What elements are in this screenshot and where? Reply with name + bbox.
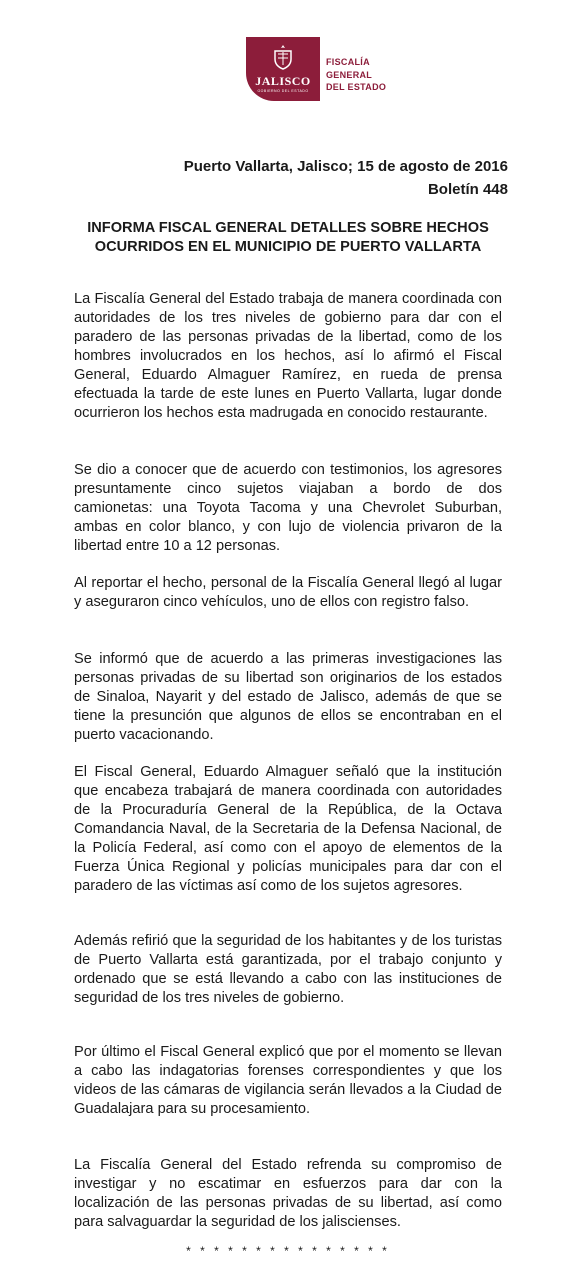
body-paragraph: La Fiscalía General del Estado trabaja de manera coordinada con autoridades de los tres niveles de gobierno para dar con el paradero de las personas privadas de la libertad, como de los hombres involucrados en los hechos, así lo afirmó el Fiscal General, Eduardo Almaguer Ramírez, en rueda de prensa efectuada la tarde de este lunes en Puerto Vallarta, lugar donde ocurrieron los hechos esta madrugada en conocido restaurante. [74,291,502,421]
dateline [184,155,508,201]
page-header [246,37,386,101]
body-paragraph: Por último el Fiscal General explicó que por el momento se llevan a cabo las indagatorias forenses correspondientes y que los videos de las cámaras de vigilancia serán llevados a la Ciudad de Guadalajara para su procesamiento. [74,1044,502,1117]
body-paragraph: El Fiscal General, Eduardo Almaguer señaló que la institución que encabeza trabajará de manera coordinada con autoridades de la Procuraduría General de la República, de la Octava Comandancia Naval, de la Secretaria de la Defensa Nacional, de la Policía Federal, así como con el apoyo de elementos de la Fuerza Única Regional y policías municipales para dar con el paradero de las víctimas así como de los sujetos agresores. [74,764,502,894]
body-paragraph: La Fiscalía General del Estado refrenda su compromiso de investigar y no escatimar en esfuerzos para dar con la localización de las personas privadas de su libertad, así como para salvaguardar la seguridad de los jaliscienses. [74,1157,502,1230]
end-marker: * * * * * * * * * * * * * * * [186,1244,390,1258]
agency-line: DEL ESTADO [326,82,387,92]
body-paragraph: Al reportar el hecho, personal de la Fiscalía General llegó al lugar y aseguraron cinco vehículos, uno de ellos con registro falso. [74,575,502,610]
bulletin-number: Boletín 448 [427,181,508,198]
coat-of-arms-icon [272,44,294,70]
logo-wordmark: JALISCO [255,74,311,88]
jalisco-logo [246,37,320,101]
press-headline: INFORMA FISCAL GENERAL DETALLES SOBRE HECHOS OCURRIDOS EN EL MUNICIPIO DE PUERTO VALLARTA [87,220,489,255]
agency-line: FISCALÍA [326,57,370,67]
agency-name [326,56,386,94]
body-paragraph: Se informó que de acuerdo a las primeras investigaciones las personas privadas de su libertad son originarios de los estados de Sinaloa, Nayarit y del estado de Jalisco, además de que se tiene la presunción que algunos de ellos se encontraban en el puerto vacacionando. [74,651,502,743]
agency-line: GENERAL [326,69,373,80]
body-paragraph: Se dio a conocer que de acuerdo con testimonios, los agresores presuntamente cinco sujetos viajaban a bordo de dos camionetas: una Toyota Tacoma y una Chevrolet Suburban, ambas en color blanco, y con lujo de violencia privaron de la libertad entre 10 a 12 personas. [74,462,502,554]
logo-subtext: GOBIERNO DEL ESTADO [257,89,309,93]
body-paragraph: Además refirió que la seguridad de los habitantes y de los turistas de Puerto Vallarta está garantizada, por el trabajo conjunto y ordenado que se está llevando a cabo con las instituciones de seguridad de los tres niveles de gobierno. [74,933,502,1006]
location-date: Puerto Vallarta, Jalisco; 15 de agosto de 2016 [183,158,508,175]
